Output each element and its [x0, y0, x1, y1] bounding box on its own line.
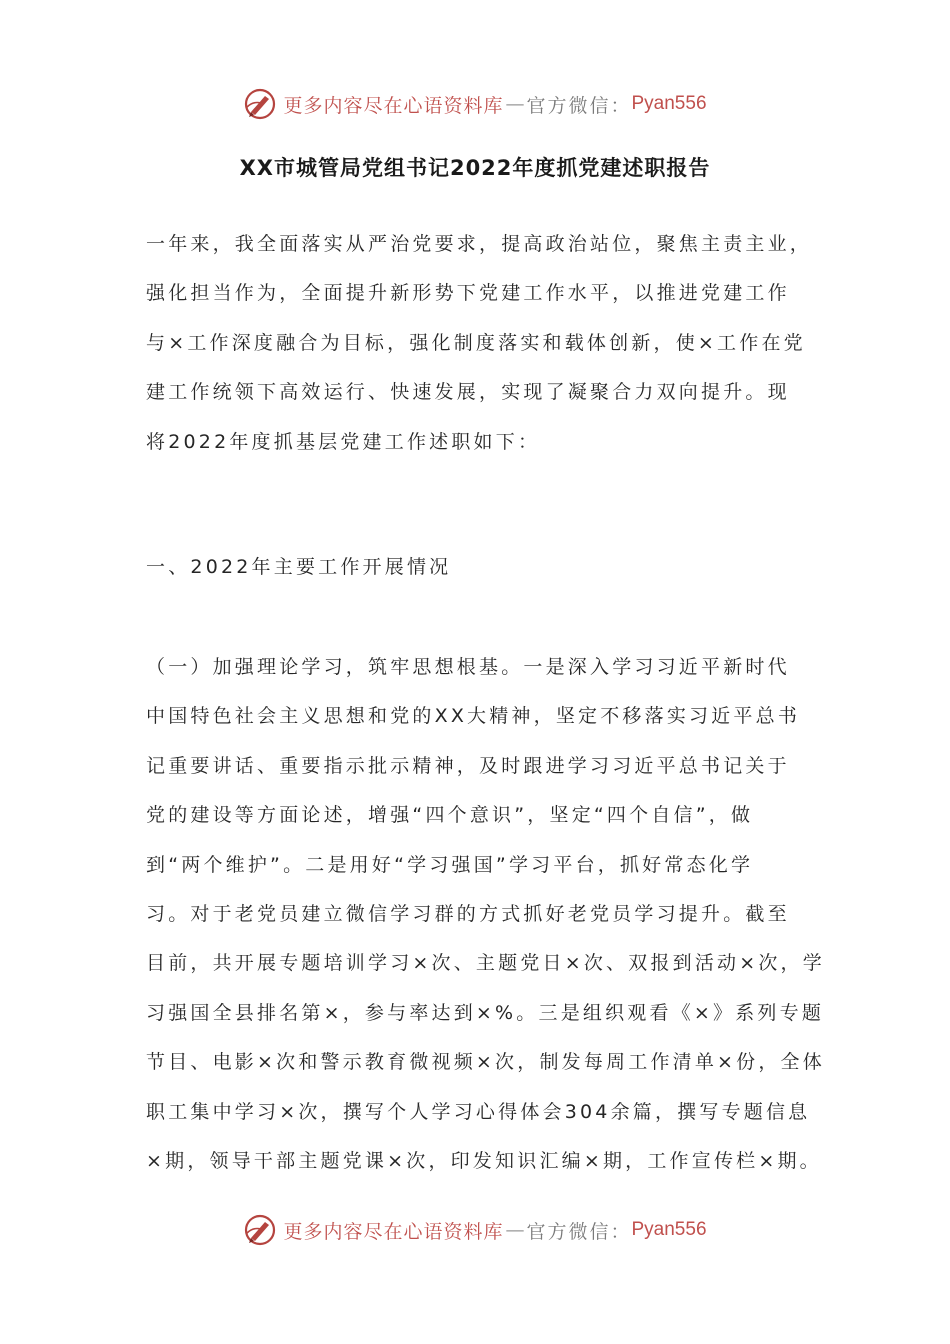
paragraph-line: 习强国全县排名第×，参与率达到×%。三是组织观看《×》系列专题 — [146, 1001, 825, 1024]
watermark-wechat-id: Pyan556 — [631, 1219, 707, 1240]
watermark-label: 官方微信： — [526, 1220, 632, 1243]
paragraph-line: 习。对于老党员建立微信学习群的方式抓好老党员学习提升。截至 — [146, 902, 790, 925]
paragraph-line: 党的建设等方面论述，增强“四个意识”，坚定“四个自信”，做 — [146, 804, 754, 827]
pen-logo-icon — [243, 87, 277, 121]
paragraph-line: 一年来，我全面落实从严治党要求，提高政治站位，聚焦主责主业， — [146, 233, 813, 255]
paragraph-line: 强化担当作为，全面提升新形势下党建工作水平，以推进党建工作 — [146, 282, 790, 305]
pen-logo-icon — [243, 1213, 277, 1247]
watermark-main-text: 更多内容尽在心语资料库 — [283, 94, 504, 117]
watermark-wechat-id: Pyan556 — [631, 93, 707, 114]
paragraph-line: （一）加强理论学习，筑牢思想根基。一是深入学习习近平新时代 — [146, 656, 790, 678]
paragraph-line: 中国特色社会主义思想和党的XX大精神，坚定不移落实习近平总书 — [146, 705, 801, 728]
paragraph-line: 与×工作深度融合为目标，强化制度落实和载体创新，使×工作在党 — [146, 331, 806, 354]
watermark-separator: — — [505, 1219, 525, 1241]
paragraph-line: 建工作统领下高效运行、快速发展，实现了凝聚合力双向提升。现 — [146, 381, 790, 404]
section1-paragraph — [146, 643, 825, 1186]
paragraph-line: 职工集中学习×次，撰写个人学习心得体会304余篇，撰写专题信息 — [146, 1100, 811, 1123]
section-heading — [146, 543, 816, 592]
header-watermark — [0, 84, 950, 124]
paragraph-line: 到“两个维护”。二是用好“学习强国”学习平台，抓好常态化学 — [146, 853, 754, 876]
paragraph-line: 记重要讲话、重要指示批示精神，及时跟进学习习近平总书记关于 — [146, 754, 790, 777]
watermark-separator: — — [505, 93, 525, 115]
paragraph-line: 节目、电影×次和警示教育微视频×次，制发每周工作清单×份，全体 — [146, 1051, 825, 1074]
watermark-main-text: 更多内容尽在心语资料库 — [283, 1220, 504, 1243]
section-heading-text: 一、2022年主要工作开展情况 — [146, 556, 452, 578]
paragraph-line: 目前，共开展专题培训学习×次、主题党日×次、双报到活动×次，学 — [146, 952, 825, 975]
paragraph-line: ×期，领导干部主题党课×次，印发知识汇编×期，工作宣传栏×期。 — [146, 1149, 822, 1172]
watermark-label: 官方微信： — [526, 94, 632, 117]
paragraph-line: 将2022年度抓基层党建工作述职如下： — [146, 430, 541, 453]
footer-watermark — [0, 1210, 950, 1250]
document-title: XX市城管局党组书记2022年度抓党建述职报告 — [239, 156, 711, 180]
intro-paragraph — [146, 220, 816, 467]
